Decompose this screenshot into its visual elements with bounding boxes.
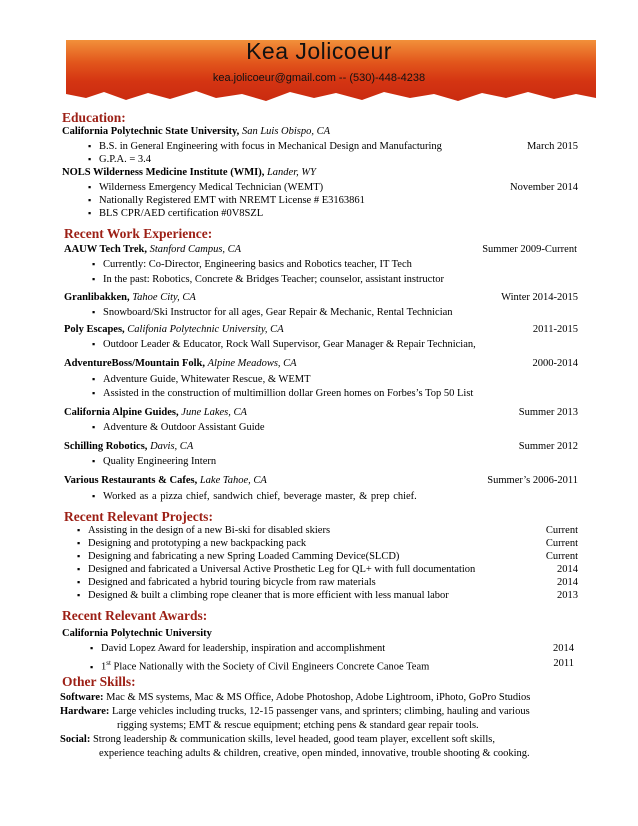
item-date: March 2015 <box>526 141 578 152</box>
job-line <box>64 406 247 419</box>
projects-heading: Recent Relevant Projects: <box>64 509 213 524</box>
award-place-suffix: st <box>106 659 111 667</box>
list-item: ▪ Quality Engineering Intern <box>92 455 216 468</box>
hardware-text: Large vehicles including trucks, 12-15 passenger vans, and sprinters; climbing, hauling and various <box>112 706 530 717</box>
school-location: Lander, WY <box>266 167 316 178</box>
job-location: June Lakes, CA <box>181 407 247 418</box>
job-org: Granlibakken, <box>64 292 130 303</box>
social-label: Social: <box>60 734 91 745</box>
award-place: 1 <box>101 661 107 673</box>
banner-ragged-edge <box>66 86 596 104</box>
job-location: Davis, CA <box>150 441 194 452</box>
contact-line[interactable]: kea.jolicoeur@gmail.com -- (530)-448-4238 <box>212 72 426 84</box>
list-item: ▪ G.P.A. = 3.4 <box>88 153 151 166</box>
job-location: Stanford Campus, CA <box>149 244 242 255</box>
list-item: ▪ Assisted in the construction of multimillion dollar Green homes on Forbes’s Top 50 List <box>92 387 473 400</box>
award-text: Place Nationally with the Society of Civil Engineers Concrete Canoe Team <box>110 661 430 673</box>
list-item: ▪ Assisting in the design of a new Bi-ski for disabled skiers <box>77 524 330 537</box>
school-line <box>62 166 316 179</box>
job-date: Summer’s 2006-2011 <box>487 475 578 486</box>
awards-heading: Recent Relevant Awards: <box>62 608 208 623</box>
list-item: ▪ Designing and prototyping a new backpacking pack <box>77 537 306 550</box>
school-name: California Polytechnic State University, <box>62 126 240 137</box>
job-location: Lake Tahoe, CA <box>199 475 267 486</box>
job-date: Summer 2012 <box>518 441 578 452</box>
software-text: Mac & MS systems, Mac & MS Office, Adobe Photoshop, Adobe Lightroom, iPhoto, GoPro Studios <box>106 692 531 703</box>
job-line <box>64 323 284 336</box>
award-org: California Polytechnic University <box>62 628 212 639</box>
job-org: Various Restaurants & Cafes, <box>64 475 198 486</box>
list-item: ▪ Adventure Guide, Whitewater Rescue, & WEMT <box>92 373 311 386</box>
social-text-cont: experience teaching adults & children, creative, open minded, innovative, trouble shooting & cooking. <box>99 748 530 759</box>
job-line <box>64 291 196 304</box>
list-item <box>90 657 429 674</box>
school-line <box>62 125 330 138</box>
job-location: Califonia Polytechnic University, CA <box>127 324 284 335</box>
item-date: 2013 <box>557 590 578 601</box>
list-item: ▪ Wilderness Emergency Medical Technician (WEMT) <box>88 181 323 194</box>
job-line <box>64 357 297 370</box>
job-line <box>64 440 193 453</box>
school-location: San Luis Obispo, CA <box>241 126 331 137</box>
job-date: 2000-2014 <box>532 358 578 369</box>
item-date: 2011 <box>553 658 574 669</box>
hardware-line <box>60 705 530 718</box>
software-line <box>60 691 530 704</box>
work-heading: Recent Work Experience: <box>64 226 213 241</box>
list-item: ▪ Adventure & Outdoor Assistant Guide <box>92 421 265 434</box>
list-item: ▪ Designed & built a climbing rope cleaner that is more efficient with less manual labor <box>77 589 449 602</box>
list-item: ▪ BLS CPR/AED certification #0V8SZL <box>88 207 263 220</box>
job-location: Tahoe City, CA <box>132 292 196 303</box>
list-item: ▪ Designed and fabricated a Universal Active Prosthetic Leg for QL+ with full documentation <box>77 563 475 576</box>
job-org: California Alpine Guides, <box>64 407 179 418</box>
list-item: ▪ Currently: Co-Director, Engineering basics and Robotics teacher, IT Tech <box>92 258 412 271</box>
hardware-text-cont: rigging systems; EMT & rescue equipment; etching pens & standard gear repair tools. <box>117 720 479 731</box>
hardware-label: Hardware: <box>60 706 110 717</box>
item-date: 2014 <box>557 577 578 588</box>
skills-heading: Other Skills: <box>62 674 136 689</box>
list-item: ▪ Worked as a pizza chief, sandwich chief, beverage master, & prep chief. <box>92 490 417 503</box>
item-date: Current <box>545 525 578 536</box>
list-item: ▪ Designing and fabricating a new Spring Loaded Camming Device(SLCD) <box>77 550 399 563</box>
list-item: ▪ Designed and fabricated a hybrid touring bicycle from raw materials <box>77 576 376 589</box>
school-name: NOLS Wilderness Medicine Institute (WMI), <box>62 167 265 178</box>
software-label: Software: <box>60 692 104 703</box>
education-heading: Education: <box>62 110 126 125</box>
list-item: ▪ B.S. in General Engineering with focus in Mechanical Design and Manufacturing <box>88 140 442 153</box>
list-item: ▪ Snowboard/Ski Instructor for all ages, Gear Repair & Mechanic, Rental Technician <box>92 306 453 319</box>
item-date: 2014 <box>553 643 574 654</box>
job-org: AdventureBoss/Mountain Folk, <box>64 358 205 369</box>
job-org: AAUW Tech Trek, <box>64 244 147 255</box>
job-date: Winter 2014-2015 <box>501 292 578 303</box>
item-date: Current <box>545 538 578 549</box>
item-date: Current <box>545 551 578 562</box>
list-item: ▪ David Lopez Award for leadership, inspiration and accomplishment <box>90 642 385 655</box>
job-org: Schilling Robotics, <box>64 441 148 452</box>
job-line <box>64 243 241 256</box>
list-item: ▪ Outdoor Leader & Educator, Rock Wall Supervisor, Gear Manager & Repair Technician, <box>92 338 476 351</box>
job-date: Summer 2009-Current <box>482 244 577 255</box>
applicant-name: Kea Jolicoeur <box>246 38 392 64</box>
list-item: ▪ Nationally Registered EMT with NREMT License # E3163861 <box>88 194 365 207</box>
job-location: Alpine Meadows, CA <box>207 358 297 369</box>
list-item: ▪ In the past: Robotics, Concrete & Bridges Teacher; counselor, assistant instructor <box>92 273 444 286</box>
social-text: Strong leadership & communication skills, level headed, good team player, excellent soft skills, <box>92 734 495 745</box>
job-line <box>64 474 267 487</box>
item-date: 2014 <box>557 564 578 575</box>
job-org: Poly Escapes, <box>64 324 125 335</box>
social-line <box>60 733 495 746</box>
job-date: Summer 2013 <box>518 407 578 418</box>
job-date: 2011-2015 <box>532 324 578 335</box>
item-date: November 2014 <box>510 182 578 193</box>
